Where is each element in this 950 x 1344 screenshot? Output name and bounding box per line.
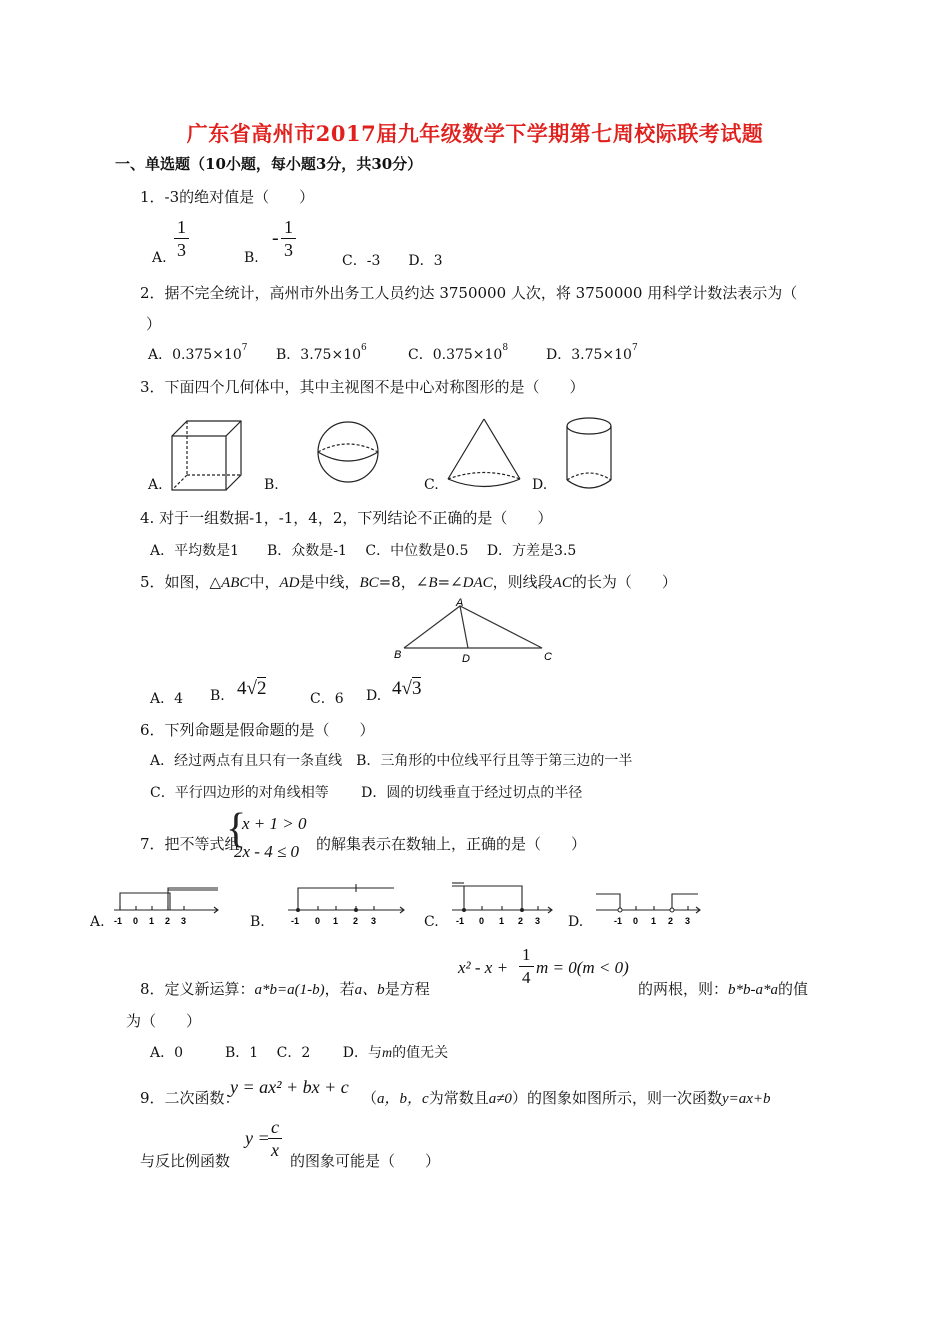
number-line-c xyxy=(448,880,558,930)
q2-stem-end: ） xyxy=(146,315,162,333)
q9-text-d: ）的图象如图所示，则一次函数 xyxy=(511,1089,722,1107)
q7-option-d: D. xyxy=(568,914,584,930)
triangle-vertex-a: A xyxy=(456,597,464,609)
q1-b-numerator: 1 xyxy=(281,216,296,239)
q9-stem-rest xyxy=(362,1087,771,1108)
q1-b-sign: - xyxy=(272,227,279,249)
q2-c-exp: 8 xyxy=(502,343,509,353)
q8-stem-line2: 为（ ） xyxy=(126,1012,202,1030)
q8-definition: a*b=a(1-b) xyxy=(254,982,325,998)
q1-b-denominator: 3 xyxy=(284,240,293,260)
cone-figure xyxy=(440,414,530,494)
q4-stem: 4. 对于一组数据-1，-1，4，2，下列结论不正确的是（ ） xyxy=(140,509,553,527)
q5-ad: AD xyxy=(279,575,300,591)
q6-options-line1: A．经过两点有且只有一条直线 B．三角形的中位线平行且等于第三边的一半 xyxy=(150,753,633,769)
q7-stem-a: 7．把不等式组 xyxy=(140,835,240,853)
q4-options: A．平均数是1 B．众数是-1 C．中位数是0.5 D．方差是3.5 xyxy=(150,543,577,559)
triangle-vertex-b: B xyxy=(394,649,402,661)
sphere-figure xyxy=(310,414,390,490)
q1-a-numerator: 1 xyxy=(174,216,189,239)
q7-inequality-2: 2x - 4 ≤ 0 xyxy=(234,842,300,861)
q8-equation-right: m = 0(m < 0) xyxy=(536,958,629,977)
tick-label: 0 xyxy=(133,916,139,926)
q9-line2-a: 与反比例函数 xyxy=(140,1152,231,1170)
q5-dac: DAC xyxy=(462,575,493,591)
q5-option-d-value xyxy=(392,678,421,700)
q9-linear: y=ax+b xyxy=(721,1091,771,1107)
q8-equation-fraction xyxy=(519,944,534,989)
q5-text-a: 5．如图，△ xyxy=(140,573,222,591)
tick-label: 3 xyxy=(535,916,541,926)
q9-condition: a≠0 xyxy=(488,1091,512,1107)
tick-label: -1 xyxy=(456,916,465,926)
q5-b-radicand: 2 xyxy=(256,678,267,699)
page-title: 广东省高州市2017届九年级数学下学期第七周校际联考试题 xyxy=(186,121,764,146)
tick-label: -1 xyxy=(114,916,123,926)
q5-b-coef: 4 xyxy=(237,678,247,699)
q9-text-b: （ xyxy=(362,1089,378,1107)
q2-a-text: A．0.375×10 xyxy=(148,347,242,363)
q7-option-a: A. xyxy=(90,914,105,930)
tick-label: 2 xyxy=(518,916,524,926)
q8-options xyxy=(150,1042,448,1062)
q1-stem: 1．-3的绝对值是（ ） xyxy=(140,188,315,206)
q5-option-b-label: B. xyxy=(210,688,225,704)
tick-label: 3 xyxy=(685,916,691,926)
q1-a-denominator: 3 xyxy=(177,240,186,260)
q2-b-text: B．3.75×10 xyxy=(276,347,362,363)
q3-option-c: C. xyxy=(424,477,439,493)
section-heading: 一、单选题（10小题，每小题3分，共30分） xyxy=(115,155,423,173)
q5-option-d-label: D. xyxy=(366,688,382,704)
q7-option-c: C. xyxy=(424,914,439,930)
q8-text-d: 的两根，则： xyxy=(638,980,729,998)
q9-inverse-fraction xyxy=(268,1116,282,1161)
q3-stem: 3．下面四个几何体中，其中主视图不是中心对称图形的是（ ） xyxy=(140,378,585,396)
q1-options-cd: C．-3 D．3 xyxy=(342,253,443,269)
q3-option-d: D. xyxy=(532,477,548,493)
q5-b: B xyxy=(428,575,438,591)
q6-options-line2: C．平行四边形的对角线相等 D．圆的切线垂直于经过切点的半径 xyxy=(150,785,583,801)
brace-symbol: { xyxy=(226,806,247,852)
q7-stem-b: 的解集表示在数轴上，正确的是（ ） xyxy=(316,835,587,853)
radical-symbol: √ xyxy=(246,678,257,699)
tick-label: 1 xyxy=(333,916,339,926)
q8-options-text: A．0 B．1 C．2 D．与 xyxy=(150,1045,382,1061)
q8-text-e: 的值 xyxy=(778,980,809,998)
tick-label: 3 xyxy=(181,916,187,926)
q8-text-b: ，若 xyxy=(324,980,355,998)
q8-equation-left: x² - x + xyxy=(458,958,509,977)
q6-stem: 6．下列命题是假命题的是（ ） xyxy=(140,721,375,739)
q1-option-b-label: B. xyxy=(244,250,259,266)
q1-option-a-fraction xyxy=(174,216,189,261)
cube-figure xyxy=(165,418,250,494)
q8-eq-numerator: 1 xyxy=(519,944,534,967)
q9-text-c: 为常数且 xyxy=(428,1089,489,1107)
tick-label: 2 xyxy=(165,916,171,926)
tick-label: -1 xyxy=(614,916,623,926)
triangle-point-d: D xyxy=(462,653,470,665)
tick-label: 2 xyxy=(353,916,359,926)
q2-stem: 2．据不完全统计，高州市外出务工人员约达 3750000 人次，将 3750000 用科学计数法表示为（ xyxy=(140,284,798,302)
q5-text-b: 中， xyxy=(249,573,280,591)
q5-option-a: A．4 xyxy=(150,691,184,707)
number-line-a xyxy=(110,884,225,930)
q5-text-g: 的长为（ ） xyxy=(571,573,677,591)
q9-inv-denominator: x xyxy=(271,1140,279,1160)
q3-option-b: B. xyxy=(264,477,279,493)
triangle-figure xyxy=(390,596,560,666)
q8-stem-part2 xyxy=(638,978,808,999)
tick-label: 0 xyxy=(633,916,639,926)
q8-expression: b*b-a*a xyxy=(728,982,779,998)
number-line-b xyxy=(284,884,409,930)
q8-options-end: 的值无关 xyxy=(392,1045,449,1061)
tick-label: -1 xyxy=(291,916,300,926)
q5-text-e: =∠ xyxy=(437,573,463,591)
q7-inequality-1: x + 1 > 0 xyxy=(242,814,307,833)
q1-option-a-label: A. xyxy=(152,250,167,266)
q5-abc: ABC xyxy=(221,575,250,591)
q9-inverse-y: y = xyxy=(245,1128,270,1148)
q2-option-c xyxy=(408,344,508,364)
q3-option-a: A. xyxy=(148,477,163,493)
q5-text-c: 是中线， xyxy=(299,573,360,591)
q2-option-d xyxy=(546,344,638,364)
q8-eq-denominator: 4 xyxy=(522,968,531,987)
q8-ab: a、b xyxy=(354,982,385,998)
q8-m: m xyxy=(381,1046,393,1061)
q5-stem xyxy=(140,571,677,592)
cylinder-figure xyxy=(560,412,620,494)
radical-symbol: √ xyxy=(401,678,412,699)
q2-b-exp: 6 xyxy=(361,343,367,353)
number-line-d xyxy=(592,884,704,930)
tick-label: 0 xyxy=(315,916,321,926)
q5-option-c: C．6 xyxy=(310,691,344,707)
q1-option-b-fraction xyxy=(281,216,296,261)
q2-d-exp: 7 xyxy=(631,343,638,353)
q5-text-d: =8，∠ xyxy=(378,573,429,591)
q7-option-b: B. xyxy=(250,914,265,930)
triangle-vertex-c: C xyxy=(544,651,552,663)
q5-text-f: ，则线段 xyxy=(492,573,553,591)
q9-abc: a，b，c xyxy=(377,1091,429,1107)
q5-bc: BC xyxy=(359,575,379,591)
q9-line2-b: 的图象可能是（ ） xyxy=(290,1152,441,1170)
q2-c-text: C．0.375×10 xyxy=(408,347,503,363)
q8-text-c: 是方程 xyxy=(384,980,430,998)
q8-text-a: 8．定义新运算： xyxy=(140,980,255,998)
tick-label: 1 xyxy=(149,916,155,926)
q9-quadratic: y = ax² + bx + c xyxy=(230,1077,349,1097)
tick-label: 0 xyxy=(479,916,485,926)
q2-a-exp: 7 xyxy=(241,343,248,353)
q5-ac: AC xyxy=(552,575,572,591)
q8-stem-part1 xyxy=(140,978,430,999)
q2-option-b xyxy=(276,344,367,364)
tick-label: 1 xyxy=(499,916,505,926)
q5-d-coef: 4 xyxy=(392,678,402,699)
q9-inv-numerator: c xyxy=(268,1116,282,1139)
q5-option-b-value xyxy=(237,678,266,700)
tick-label: 2 xyxy=(668,916,674,926)
q2-d-text: D．3.75×10 xyxy=(546,347,632,363)
q2-option-a xyxy=(148,344,247,364)
q5-d-radicand: 3 xyxy=(411,678,422,699)
tick-label: 3 xyxy=(371,916,377,926)
tick-label: 1 xyxy=(651,916,657,926)
q9-stem-a: 9．二次函数： xyxy=(140,1089,240,1107)
